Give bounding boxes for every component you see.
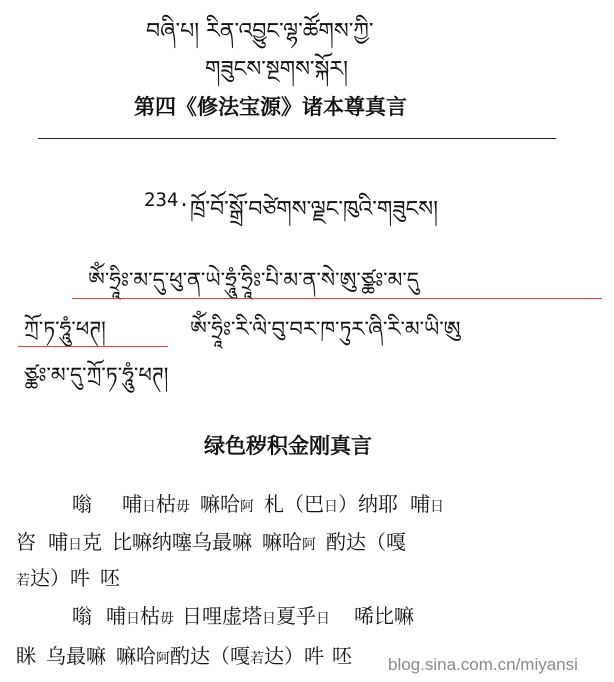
- syllable-subscript: 日: [126, 611, 140, 627]
- syllable: 哺: [48, 530, 68, 554]
- syllable: 日哩虚塔: [182, 604, 262, 628]
- header-tibetan-line2: གཟུངས་སྔགས་སྐོར།: [205, 57, 348, 82]
- syllable: 唏比嘛: [354, 604, 414, 628]
- title-divider: [38, 138, 556, 139]
- syllable-subscript: 日: [316, 611, 330, 627]
- syllable: 札（巴: [264, 492, 324, 516]
- syllable-subscript: 日: [142, 499, 156, 515]
- syllable-subscript: 日: [430, 499, 444, 515]
- watermark: blog.sina.com.cn/miyansi: [388, 655, 578, 674]
- syllable: 比嘛纳噻乌最嘛: [112, 530, 252, 554]
- syllable: 乌最嘛: [46, 644, 106, 668]
- syllable: 夏乎: [276, 604, 316, 628]
- syllable-subscript: 日: [68, 537, 82, 553]
- syllable: 克: [82, 530, 102, 554]
- mantra-line5: [16, 640, 352, 669]
- syllable: 酌达（嘎: [326, 530, 406, 554]
- tibetan-mantra-line3: ཙྪཿ་མ་དུ་ཀྲོ་ཏ་ཧཱུཾ་ཕཊ།: [24, 363, 169, 387]
- mantra-line3: [16, 562, 120, 591]
- tibetan-mantra-line2-a: ཀྲོ་ཏ་ཧཱུཾ་ཕཊ།: [24, 317, 106, 341]
- syllable: 哺: [122, 492, 142, 516]
- header-tibetan-line1: བཞི་པ། རིན་འབྱུང་ལྷ་ཚོགས་ཀྱི་: [146, 19, 374, 44]
- page-title: 第四《修法宝源》诸本尊真言: [134, 94, 407, 119]
- syllable-subscript: 阿: [240, 499, 254, 515]
- syllable-subscript: 日: [324, 499, 338, 515]
- syllable: 呸: [332, 644, 352, 668]
- syllable: 嗡: [72, 604, 92, 628]
- syllable: 眯: [16, 644, 36, 668]
- section-number: 234.: [144, 189, 190, 211]
- syllable: 嘛哈: [262, 530, 302, 554]
- syllable: 呸: [100, 566, 120, 590]
- syllable: 嘛哈: [116, 644, 156, 668]
- tibetan-mantra-line2-b: ཨོཾ་ཧྲཱིཿ་རི་ལི་བུ་བར་ཁ་ཏུར་ཞི་རི་མ་ཡི་ཨུ: [190, 317, 461, 341]
- syllable: 达）吽: [264, 644, 324, 668]
- syllable: 嘛哈: [200, 492, 240, 516]
- syllable: 酌达（嘎: [170, 644, 250, 668]
- section-heading-tibetan: ཁྲོ་བོ་སྒྲོ་བཙེགས་ལྗང་ཁུའི་གཟུངས།: [190, 197, 438, 222]
- mantra-line4: [72, 600, 414, 629]
- syllable: 达）吽: [30, 566, 90, 590]
- underline-1: [72, 298, 602, 299]
- syllable: 嗡: [72, 492, 92, 516]
- syllable-subscript: 阿: [156, 651, 170, 667]
- mantra-title: 绿色秽积金刚真言: [204, 433, 372, 458]
- syllable: 咨: [16, 530, 36, 554]
- syllable: ）纳耶: [338, 492, 398, 516]
- tibetan-mantra-line1: ཨོཾ་ཧྲཱིཿ་མ་དུ་ཕུ་ན་ཡེ་ཧྲཱུཾ་ཧྲཱིཿ་པི་མ་ན་སེ་ཨུ་ཙྪཿ་མ་དུ: [88, 268, 419, 292]
- syllable: 哺: [106, 604, 126, 628]
- syllable: 枯: [140, 604, 160, 628]
- mantra-line1: [72, 488, 444, 517]
- syllable-subscript: 毋: [176, 499, 190, 515]
- mantra-line2: [16, 526, 406, 555]
- syllable-subscript: 日: [262, 611, 276, 627]
- syllable-subscript: 若: [16, 573, 30, 589]
- syllable: 枯: [156, 492, 176, 516]
- syllable-subscript: 若: [250, 651, 264, 667]
- syllable: 哺: [410, 492, 430, 516]
- syllable-subscript: 阿: [302, 537, 316, 553]
- syllable-subscript: 毋: [160, 611, 174, 627]
- underline-2: [18, 346, 168, 347]
